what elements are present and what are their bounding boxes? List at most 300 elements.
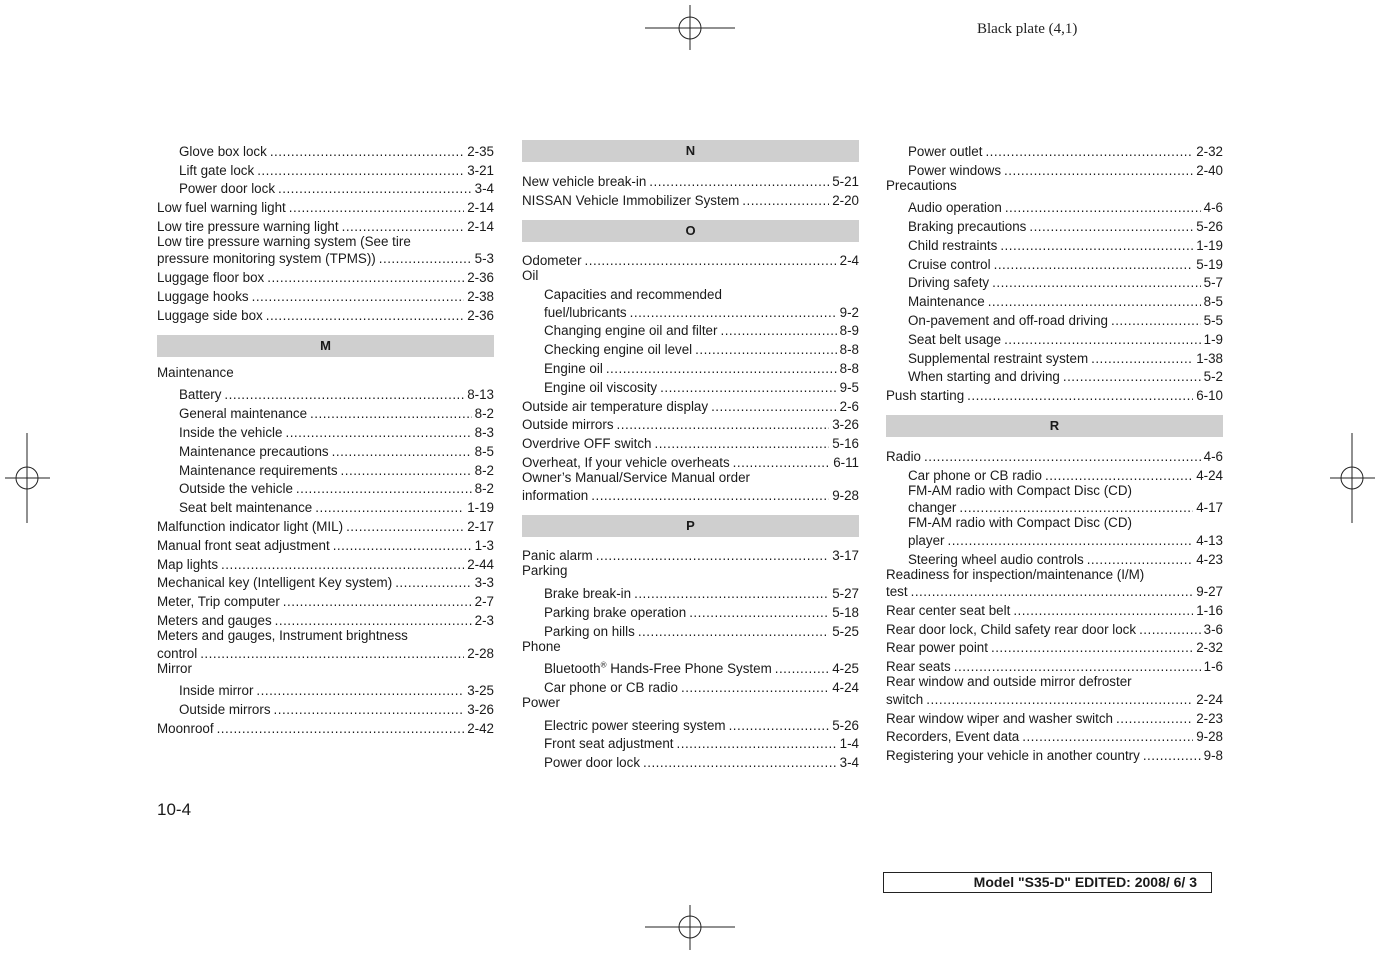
section-gap bbox=[522, 537, 859, 545]
entry-text-main: Parking on hills bbox=[544, 623, 635, 639]
index-subentry bbox=[522, 714, 859, 733]
section-header: O bbox=[522, 220, 859, 242]
page-ref: 1-6 bbox=[1203, 659, 1223, 675]
page-ref: 8-2 bbox=[474, 406, 494, 422]
entry-text-main: Maintenance precautions bbox=[179, 443, 329, 459]
index-entry bbox=[522, 170, 859, 189]
page-ref: 1-16 bbox=[1196, 602, 1223, 618]
page-ref: 8-9 bbox=[839, 323, 859, 339]
entry-text-main: Manual front seat adjustment bbox=[157, 537, 330, 553]
dot-leader bbox=[1005, 200, 1201, 215]
dot-leader bbox=[256, 683, 464, 698]
dot-leader bbox=[1013, 603, 1193, 618]
registered-mark: ® bbox=[600, 660, 607, 670]
dot-leader bbox=[333, 538, 472, 553]
entry-text-line2: switch bbox=[886, 691, 924, 707]
index-entry bbox=[522, 451, 859, 470]
page-ref: 4-23 bbox=[1196, 551, 1223, 567]
page-ref: 2-35 bbox=[467, 143, 494, 159]
dot-leader bbox=[1000, 238, 1193, 253]
index-subentry bbox=[886, 464, 1223, 483]
index-column-2 bbox=[522, 140, 859, 770]
entry-text-line2: information bbox=[522, 487, 589, 503]
page-ref: 3-26 bbox=[467, 701, 494, 717]
entry-text-main: Inside the vehicle bbox=[179, 425, 283, 441]
entry-text bbox=[522, 436, 651, 451]
entry-text-main: Meter, Trip computer bbox=[157, 594, 280, 610]
entry-text bbox=[908, 313, 1108, 328]
page-ref: 3-4 bbox=[839, 755, 859, 771]
index-subentry bbox=[157, 421, 494, 440]
page-ref: 1-3 bbox=[474, 537, 494, 553]
index-heading: Phone bbox=[522, 638, 561, 654]
page-ref: 2-38 bbox=[467, 289, 494, 305]
index-subentry bbox=[157, 178, 494, 197]
page-ref: 9-28 bbox=[1196, 729, 1223, 745]
index-subentry bbox=[522, 320, 859, 339]
entry-text-main: Rear seats bbox=[886, 659, 951, 675]
page-ref: 5-16 bbox=[832, 436, 859, 452]
entry-text-main: Outside air temperature display bbox=[522, 398, 709, 414]
page-ref: 9-27 bbox=[1196, 584, 1223, 600]
page-ref: 4-6 bbox=[1203, 200, 1223, 216]
index-entry-multiline bbox=[522, 470, 859, 503]
index-subentry bbox=[886, 140, 1223, 159]
index-subentry bbox=[157, 478, 494, 497]
dot-leader bbox=[634, 586, 829, 601]
dot-leader bbox=[630, 305, 837, 320]
page-ref: 9-2 bbox=[839, 304, 859, 320]
index-heading: Precautions bbox=[886, 177, 957, 193]
entry-text bbox=[522, 455, 730, 470]
dot-leader bbox=[342, 219, 465, 234]
entry-text-main: Luggage side box bbox=[157, 307, 263, 323]
dot-leader bbox=[1004, 332, 1201, 347]
dot-leader bbox=[267, 270, 464, 285]
dot-leader bbox=[994, 257, 1194, 272]
dot-leader bbox=[992, 275, 1201, 290]
index-entry bbox=[522, 250, 859, 269]
dot-leader bbox=[660, 380, 837, 395]
index-entry bbox=[886, 744, 1223, 763]
index-subentry bbox=[157, 140, 494, 159]
registration-mark-bottom bbox=[645, 905, 735, 950]
dot-leader bbox=[379, 251, 472, 266]
entry-text-main: Power door lock bbox=[544, 755, 641, 771]
index-entry bbox=[157, 196, 494, 215]
registration-mark-top bbox=[645, 5, 735, 50]
index-entry bbox=[886, 599, 1223, 618]
entry-text-line2: control bbox=[157, 645, 198, 661]
page-ref: 8-13 bbox=[467, 387, 494, 403]
entry-text bbox=[544, 380, 657, 395]
entry-text-main: Bluetooth bbox=[544, 661, 601, 677]
index-entry-multiline bbox=[886, 515, 1223, 548]
entry-text-main: Rear power point bbox=[886, 640, 988, 656]
index-entry bbox=[157, 609, 494, 628]
index-subentry bbox=[522, 338, 859, 357]
dot-leader bbox=[617, 417, 830, 432]
page-ref: 3-17 bbox=[832, 548, 859, 564]
entry-text-main: Seat belt maintenance bbox=[179, 500, 313, 516]
entry-text bbox=[179, 683, 253, 698]
index-entry bbox=[522, 432, 859, 451]
page-ref: 4-24 bbox=[832, 679, 859, 695]
index-entry-multiline bbox=[157, 628, 494, 661]
index-entry bbox=[522, 545, 859, 564]
dot-leader bbox=[1111, 313, 1201, 328]
page-ref: 1-19 bbox=[467, 500, 494, 516]
entry-text bbox=[886, 659, 951, 674]
page-ref: 8-5 bbox=[474, 443, 494, 459]
index-entry bbox=[522, 189, 859, 208]
index-subentry bbox=[886, 328, 1223, 347]
dot-leader bbox=[395, 575, 471, 590]
page-ref: 5-19 bbox=[1196, 256, 1223, 272]
entry-text bbox=[908, 144, 982, 159]
entry-text-line1: FM-AM radio with Compact Disc (CD) bbox=[908, 515, 1132, 531]
entry-text-main: Engine oil viscosity bbox=[544, 379, 658, 395]
index-subentry bbox=[886, 272, 1223, 291]
entry-text-main: Power door lock bbox=[179, 181, 276, 197]
page-ref: 3-4 bbox=[474, 181, 494, 197]
index-subentry bbox=[886, 196, 1223, 215]
entry-text bbox=[157, 519, 343, 534]
entry-text-main: Recorders, Event data bbox=[886, 729, 1020, 745]
index-subentry bbox=[522, 620, 859, 639]
page-ref: 2-6 bbox=[839, 398, 859, 414]
entry-text-main: Registering your vehicle in another country bbox=[886, 748, 1140, 764]
entry-text bbox=[908, 219, 1026, 234]
index-subentry bbox=[886, 159, 1223, 178]
entry-text bbox=[157, 613, 272, 628]
entry-text-main: Overheat, If your vehicle overheats bbox=[522, 455, 730, 471]
index-entry bbox=[157, 266, 494, 285]
entry-text-main: Inside mirror bbox=[179, 683, 254, 699]
page-ref: 5-18 bbox=[832, 604, 859, 620]
entry-text-main: New vehicle break-in bbox=[522, 173, 647, 189]
page-ref: 1-4 bbox=[839, 736, 859, 752]
page-ref: 6-11 bbox=[833, 455, 859, 471]
entry-text-main: Car phone or CB radio bbox=[908, 467, 1042, 483]
index-entry-multiline bbox=[886, 567, 1223, 600]
entry-text-main: Overdrive OFF switch bbox=[522, 436, 652, 452]
dot-leader bbox=[275, 613, 472, 628]
dot-leader bbox=[654, 436, 829, 451]
page-ref: 5-2 bbox=[1203, 369, 1223, 385]
entry-text-main: Map lights bbox=[157, 556, 219, 572]
plate-label: Black plate (4,1) bbox=[977, 21, 1078, 37]
dot-leader bbox=[924, 449, 1201, 464]
entry-text-main: When starting and driving bbox=[908, 369, 1060, 385]
index-entry bbox=[886, 655, 1223, 674]
entry-text-line2-row bbox=[886, 583, 1223, 600]
page-ref: 4-6 bbox=[1203, 448, 1223, 464]
entry-text bbox=[157, 721, 214, 736]
entry-text bbox=[179, 163, 254, 178]
dot-leader bbox=[217, 721, 465, 736]
page-number: 10-4 bbox=[157, 800, 192, 819]
entry-text-line2-row bbox=[886, 690, 1223, 707]
page-ref: 2-14 bbox=[467, 200, 494, 216]
entry-text-main: Battery bbox=[179, 387, 222, 403]
page-ref: 2-40 bbox=[1196, 162, 1223, 178]
entry-text bbox=[908, 332, 1001, 347]
index-subentry bbox=[886, 215, 1223, 234]
dot-leader bbox=[926, 692, 1193, 707]
dot-leader bbox=[296, 481, 472, 496]
dot-leader bbox=[677, 736, 837, 751]
entry-text-line2-row bbox=[522, 486, 859, 503]
entry-text-main: Outside the vehicle bbox=[179, 481, 293, 497]
index-entry bbox=[886, 384, 1223, 403]
entry-text bbox=[886, 388, 964, 403]
entry-text bbox=[886, 748, 1140, 763]
entry-text bbox=[908, 257, 991, 272]
page-ref: 5-21 bbox=[832, 173, 859, 189]
entry-text-main: Rear door lock, Child safety rear door lock bbox=[886, 621, 1137, 637]
entry-text bbox=[522, 174, 646, 189]
entry-text-line1: Capacities and recommended bbox=[544, 287, 722, 303]
index-entry bbox=[522, 395, 859, 414]
section-header: M bbox=[157, 335, 494, 357]
entry-text-main: Maintenance requirements bbox=[179, 462, 338, 478]
dot-leader bbox=[200, 646, 464, 661]
section-header: R bbox=[886, 415, 1223, 437]
dot-leader bbox=[1029, 219, 1193, 234]
page-ref: 2-36 bbox=[467, 307, 494, 323]
entry-text-main: Braking precautions bbox=[908, 218, 1027, 234]
dot-leader bbox=[252, 289, 465, 304]
entry-text-line2-row bbox=[544, 303, 859, 320]
index-entry-multiline bbox=[886, 483, 1223, 516]
index-subentry bbox=[886, 309, 1223, 328]
index-subentry bbox=[157, 459, 494, 478]
entry-text-main: Power outlet bbox=[908, 143, 983, 159]
page-ref: 4-24 bbox=[1196, 467, 1223, 483]
dot-leader bbox=[638, 624, 829, 639]
page-ref: 9-28 bbox=[832, 487, 859, 503]
entry-text bbox=[157, 200, 286, 215]
entry-text-main: Low tire pressure warning light bbox=[157, 218, 339, 234]
dot-leader bbox=[278, 181, 472, 196]
entry-text-main: Engine oil bbox=[544, 361, 603, 377]
entry-text bbox=[908, 275, 989, 290]
entry-text-main: Rear center seat belt bbox=[886, 602, 1011, 618]
page-ref: 6-10 bbox=[1196, 388, 1223, 404]
dot-leader bbox=[649, 174, 829, 189]
index-entry-multiline bbox=[886, 674, 1223, 707]
section-header: P bbox=[522, 515, 859, 537]
index-subentry bbox=[522, 601, 859, 620]
entry-text-main: Checking engine oil level bbox=[544, 342, 693, 358]
page-ref: 2-4 bbox=[839, 253, 859, 269]
entry-text-rest: Hands-Free Phone System bbox=[606, 661, 772, 677]
index-entry bbox=[157, 590, 494, 609]
entry-text-main: Panic alarm bbox=[522, 548, 593, 564]
entry-text-main: Brake break-in bbox=[544, 585, 632, 601]
dot-leader bbox=[959, 500, 1193, 515]
entry-text bbox=[544, 718, 726, 733]
entry-text-line1: FM-AM radio with Compact Disc (CD) bbox=[908, 482, 1132, 498]
entry-text-line1: Low tire pressure warning system (See tire bbox=[157, 233, 411, 249]
entry-text bbox=[544, 661, 772, 676]
entry-text-main: Seat belt usage bbox=[908, 331, 1002, 347]
entry-text bbox=[522, 399, 708, 414]
entry-text bbox=[157, 538, 330, 553]
dot-leader bbox=[310, 406, 472, 421]
index-heading: Power bbox=[522, 694, 560, 710]
entry-text bbox=[886, 711, 1113, 726]
entry-text-main: NISSAN Vehicle Immobilizer System bbox=[522, 192, 740, 208]
index-entry bbox=[157, 572, 494, 591]
index-subentry bbox=[522, 676, 859, 695]
page-ref: 8-3 bbox=[474, 425, 494, 441]
entry-text bbox=[908, 294, 985, 309]
entry-text-main: Meters and gauges bbox=[157, 613, 272, 629]
entry-text bbox=[179, 425, 282, 440]
page-ref: 1-19 bbox=[1196, 237, 1223, 253]
index-heading: Maintenance bbox=[157, 364, 234, 380]
index-subentry bbox=[886, 234, 1223, 253]
page-ref: 4-13 bbox=[1196, 532, 1223, 548]
index-subentry bbox=[522, 357, 859, 376]
page-ref: 2-28 bbox=[467, 645, 494, 661]
entry-text-main: Power windows bbox=[908, 162, 1002, 178]
dot-leader bbox=[274, 702, 465, 717]
page-ref: 4-25 bbox=[832, 661, 859, 677]
section-gap bbox=[886, 403, 1223, 415]
dot-leader bbox=[285, 425, 471, 440]
dot-leader bbox=[947, 533, 1193, 548]
index-entry bbox=[157, 717, 494, 736]
page-ref: 5-25 bbox=[832, 623, 859, 639]
dot-leader bbox=[221, 557, 464, 572]
entry-text bbox=[179, 387, 221, 402]
section-gap bbox=[522, 503, 859, 515]
entry-text-main: Parking brake operation bbox=[544, 604, 687, 620]
dot-leader bbox=[954, 659, 1201, 674]
entry-text bbox=[544, 624, 635, 639]
index-entry bbox=[886, 445, 1223, 464]
entry-text-line1: Owner’s Manual/Service Manual order bbox=[522, 470, 750, 486]
entry-text-main: Outside mirrors bbox=[179, 701, 271, 717]
page-ref: 8-8 bbox=[839, 342, 859, 358]
entry-text bbox=[544, 755, 640, 770]
entry-text bbox=[886, 449, 921, 464]
entry-text bbox=[179, 144, 267, 159]
entry-text-line1: Meters and gauges, Instrument brightness bbox=[157, 628, 408, 644]
index-subentry bbox=[886, 366, 1223, 385]
dot-leader bbox=[967, 388, 1193, 403]
index-entry-multiline bbox=[157, 234, 494, 267]
page-ref: 2-17 bbox=[467, 519, 494, 535]
entry-text-main: Luggage hooks bbox=[157, 289, 249, 305]
index-entry bbox=[886, 726, 1223, 745]
dot-leader bbox=[729, 718, 830, 733]
entry-text bbox=[179, 500, 312, 515]
dot-leader bbox=[591, 488, 829, 503]
index-subentry bbox=[522, 376, 859, 395]
entry-text-main: Audio operation bbox=[908, 200, 1002, 216]
registration-mark-left bbox=[5, 433, 50, 523]
entry-text-main: Driving safety bbox=[908, 275, 990, 291]
page-ref: 3-3 bbox=[474, 575, 494, 591]
entry-text-main: General maintenance bbox=[179, 406, 308, 422]
dot-leader bbox=[257, 163, 464, 178]
page-ref: 5-26 bbox=[832, 717, 859, 733]
entry-text bbox=[908, 200, 1002, 215]
dot-leader bbox=[1022, 729, 1193, 744]
index-subentry bbox=[157, 159, 494, 178]
page-ref: 5-7 bbox=[1203, 275, 1223, 291]
entry-text-main: Electric power steering system bbox=[544, 717, 726, 733]
index-heading: Oil bbox=[522, 268, 539, 284]
entry-text bbox=[886, 603, 1010, 618]
dot-leader bbox=[911, 584, 1194, 599]
entry-text bbox=[544, 680, 678, 695]
index-subentry bbox=[522, 582, 859, 601]
dot-leader bbox=[266, 308, 464, 323]
entry-text-main: Malfunction indicator light (MIL) bbox=[157, 519, 344, 535]
section-header: N bbox=[522, 140, 859, 162]
entry-text bbox=[544, 605, 686, 620]
entry-text-main: Maintenance bbox=[908, 294, 985, 310]
dot-leader bbox=[991, 640, 1193, 655]
entry-text bbox=[522, 417, 614, 432]
index-entry bbox=[522, 414, 859, 433]
index-subentry bbox=[157, 496, 494, 515]
model-edit-box: Model "S35-D" EDITED: 2008/ 6/ 3 bbox=[883, 872, 1212, 893]
entry-text-main: Car phone or CB radio bbox=[544, 679, 678, 695]
dot-leader bbox=[606, 361, 837, 376]
entry-text bbox=[179, 406, 307, 421]
entry-text-line2-row bbox=[157, 644, 494, 661]
dot-leader bbox=[270, 144, 464, 159]
dot-leader bbox=[742, 193, 829, 208]
section-gap bbox=[522, 208, 859, 220]
page-ref: 1-9 bbox=[1203, 331, 1223, 347]
index-entry bbox=[886, 637, 1223, 656]
entry-text bbox=[522, 253, 582, 268]
page-ref: 3-21 bbox=[467, 162, 494, 178]
dot-leader bbox=[695, 342, 837, 357]
entry-text-line2: pressure monitoring system (TPMS)) bbox=[157, 251, 376, 267]
entry-text-line2: player bbox=[908, 532, 945, 548]
index-subentry bbox=[886, 548, 1223, 567]
section-gap bbox=[157, 357, 494, 365]
page-ref: 2-23 bbox=[1196, 710, 1223, 726]
index-heading: Mirror bbox=[157, 660, 192, 676]
entry-text bbox=[544, 736, 674, 751]
index-entry bbox=[886, 707, 1223, 726]
page-ref: 2-7 bbox=[474, 594, 494, 610]
dot-leader bbox=[1116, 711, 1193, 726]
entry-text bbox=[157, 219, 339, 234]
page-ref: 8-5 bbox=[1203, 294, 1223, 310]
index-entry bbox=[157, 515, 494, 534]
dot-leader bbox=[1004, 163, 1193, 178]
page-ref: 2-36 bbox=[467, 270, 494, 286]
entry-text bbox=[179, 181, 275, 196]
entry-text bbox=[522, 548, 593, 563]
page-ref: 3-26 bbox=[832, 417, 859, 433]
index-entry bbox=[886, 618, 1223, 637]
page-ref: 5-27 bbox=[832, 585, 859, 601]
entry-text bbox=[544, 323, 717, 338]
index-subentry bbox=[522, 733, 859, 752]
index-entry bbox=[157, 215, 494, 234]
